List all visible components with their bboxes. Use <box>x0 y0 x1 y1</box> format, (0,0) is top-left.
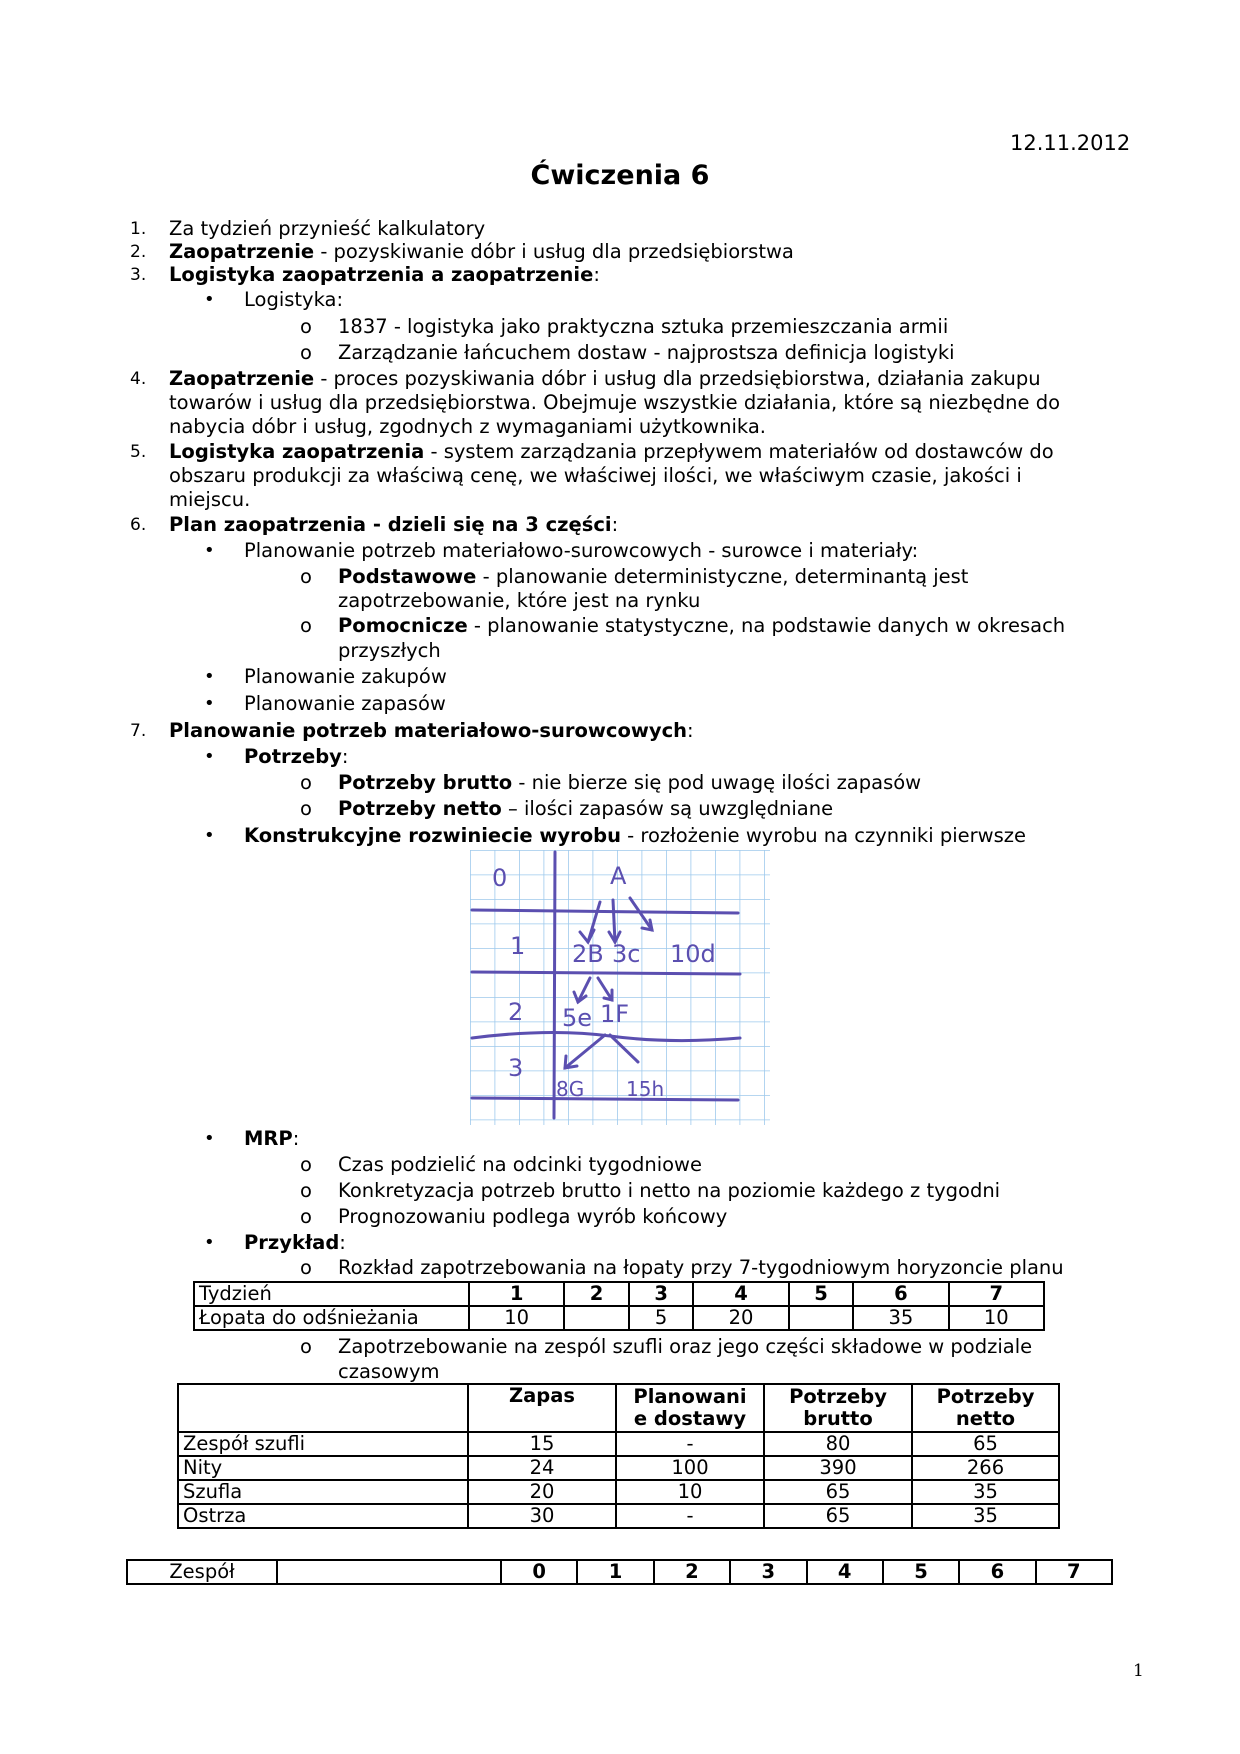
term: Potrzeby brutto <box>338 771 513 794</box>
page-title: Ćwiczenia 6 <box>530 160 710 191</box>
list-number: 1. <box>130 219 147 239</box>
bullet-icon: • <box>204 289 215 310</box>
table-cell: 65 <box>912 1432 1059 1456</box>
table-header: 7 <box>1036 1560 1112 1584</box>
bullet-text: Planowanie zakupów <box>244 665 447 688</box>
list-item-text: obszaru produkcji za właściwą cenę, we właściwej ilości, we właściwym czasie, jakości i <box>169 464 1022 487</box>
sub-bullet-text: Konkretyzacja potrzeb brutto i netto na poziomie każdego z tygodni <box>338 1179 1001 1202</box>
table-cell: 30 <box>468 1504 616 1528</box>
sub-bullet-text: Czas podzielić na odcinki tygodniowe <box>338 1153 702 1176</box>
node-label: 10d <box>670 940 716 968</box>
table-header: Potrzeby brutto <box>764 1384 912 1432</box>
document-date: 12.11.2012 <box>1010 131 1131 155</box>
bullet-icon: • <box>204 746 215 767</box>
table-header <box>178 1384 468 1432</box>
schedule-table <box>126 1559 1113 1585</box>
bullet-icon: • <box>204 1232 215 1253</box>
term: Logistyka zaopatrzenia a zaopatrzenie <box>169 263 594 286</box>
table-header: 1 <box>469 1282 564 1306</box>
node-label: 3c <box>612 940 641 968</box>
table-cell: 65 <box>764 1504 912 1528</box>
term: Przykład <box>244 1231 340 1254</box>
sub-bullet-icon: o <box>300 1179 312 1202</box>
table-cell: 10 <box>949 1306 1044 1330</box>
table-cell: 5 <box>629 1306 694 1330</box>
sketch-level-line <box>472 972 740 974</box>
table-row <box>194 1282 1044 1306</box>
page-number: 1 <box>1133 1661 1144 1681</box>
sub-bullet-text: Zarządzanie łańcuchem dostaw - najprostsza definicja logistyki <box>338 341 955 364</box>
sub-bullet-text: Podstawowe - planowanie deterministyczne, determinantą jest <box>338 565 969 588</box>
list-number: 6. <box>130 515 147 535</box>
list-item-text: Logistyka zaopatrzenia a zaopatrzenie: <box>169 263 600 286</box>
node-label: A <box>610 862 627 890</box>
node-label: 2B <box>572 940 604 968</box>
term: Podstawowe <box>338 565 477 588</box>
list-number: 5. <box>130 442 147 462</box>
term: Zaopatrzenie <box>169 240 315 263</box>
sub-bullet-text: Potrzeby netto – ilości zapasów są uwzględniane <box>338 797 834 820</box>
table-header: 6 <box>959 1560 1035 1584</box>
bullet-icon: • <box>204 540 215 561</box>
sub-bullet-icon: o <box>300 1153 312 1176</box>
term: Potrzeby netto <box>338 797 502 820</box>
table-header: 4 <box>693 1282 788 1306</box>
list-item-text: Zaopatrzenie - proces pozyskiwania dóbr i usług dla przedsiębiorstwa, działania zakupu <box>169 367 1041 390</box>
table-header: 5 <box>883 1560 959 1584</box>
table-cell: 80 <box>764 1432 912 1456</box>
list-number: 3. <box>130 265 147 285</box>
table-cell: 65 <box>764 1480 912 1504</box>
table-cell <box>277 1560 501 1584</box>
level-label: 3 <box>508 1054 524 1082</box>
table-header: 6 <box>853 1282 948 1306</box>
table-cell: 15 <box>468 1432 616 1456</box>
sub-bullet-text: czasowym <box>338 1360 440 1383</box>
sub-bullet-text: Zapotrzebowanie na zespól szufli oraz jego części składowe w podziale <box>338 1335 1033 1358</box>
table-cell: 35 <box>912 1480 1059 1504</box>
list-number: 2. <box>130 242 147 262</box>
sketch-divider <box>554 852 555 1118</box>
table-row <box>178 1480 1059 1504</box>
sub-bullet-icon: o <box>300 565 312 588</box>
table-cell: - <box>616 1504 764 1528</box>
sub-bullet-text: 1837 - logistyka jako praktyczna sztuka przemieszczania armii <box>338 315 949 338</box>
list-item-text: Plan zaopatrzenia - dzieli się na 3 części: <box>169 513 619 536</box>
table-header: 5 <box>789 1282 854 1306</box>
table-row <box>178 1432 1059 1456</box>
term: Potrzeby <box>244 745 342 768</box>
product-structure-sketch <box>470 850 770 1125</box>
table-cell: 266 <box>912 1456 1059 1480</box>
list-item-text: nabycia dóbr i usług, zgodnych z wymaganiami użytkownika. <box>169 415 766 438</box>
sub-bullet-text: zapotrzebowanie, które jest na rynku <box>338 589 701 612</box>
list-item-text: Za tydzień przynieść kalkulatory <box>169 217 486 240</box>
demand-table <box>193 1281 1045 1331</box>
table-row <box>178 1504 1059 1528</box>
term: Zaopatrzenie <box>169 367 315 390</box>
node-label: 1F <box>600 1000 630 1028</box>
table-header: 2 <box>654 1560 730 1584</box>
table-header: Potrzeby netto <box>912 1384 1059 1432</box>
sub-bullet-icon: o <box>300 315 312 338</box>
table-cell: 100 <box>616 1456 764 1480</box>
table-row <box>178 1456 1059 1480</box>
table-cell: 35 <box>853 1306 948 1330</box>
table-cell: Zespół szufli <box>178 1432 468 1456</box>
list-item-text: Logistyka zaopatrzenia - system zarządzania przepływem materiałów od dostawców do <box>169 440 1054 463</box>
list-item-text: towarów i usług dla przedsiębiorstwa. Obejmuje wszystkie działania, które są niezbędne do <box>169 391 1061 414</box>
table-cell: 390 <box>764 1456 912 1480</box>
level-label: 2 <box>508 998 524 1026</box>
table-cell: Szufla <box>178 1480 468 1504</box>
bullet-text: Planowanie potrzeb materiałowo-surowcowych - surowce i materiały: <box>244 539 919 562</box>
term: Plan zaopatrzenia - dzieli się na 3 części <box>169 513 612 536</box>
sub-bullet-text: Potrzeby brutto - nie bierze się pod uwagę ilości zapasów <box>338 771 922 794</box>
sub-bullet-icon: o <box>300 341 312 364</box>
sub-bullet-icon: o <box>300 1335 312 1358</box>
level-label: 0 <box>492 864 508 892</box>
bullet-icon: • <box>204 693 215 714</box>
sub-bullet-icon: o <box>300 614 312 637</box>
grid-paper <box>470 850 770 1125</box>
sub-bullet-icon: o <box>300 1205 312 1228</box>
table-row <box>194 1306 1044 1330</box>
list-item-text: miejscu. <box>169 488 251 511</box>
table-cell: 20 <box>468 1480 616 1504</box>
sub-bullet-text: Rozkład zapotrzebowania na łopaty przy 7-tygodniowym horyzoncie planu <box>338 1256 1064 1279</box>
bullet-text: MRP: <box>244 1127 300 1150</box>
bullet-icon: • <box>204 1128 215 1149</box>
table-cell <box>789 1306 854 1330</box>
node-label: 5e <box>562 1004 593 1032</box>
term: MRP <box>244 1127 293 1150</box>
list-number: 7. <box>130 721 147 741</box>
table-cell: 20 <box>693 1306 788 1330</box>
bullet-icon: • <box>204 825 215 846</box>
table-header: Zapas <box>468 1384 616 1432</box>
table-cell: Zespół <box>127 1560 277 1584</box>
sub-bullet-text: Prognozowaniu podlega wyrób końcowy <box>338 1205 728 1228</box>
table-row <box>127 1560 1112 1584</box>
term: Pomocnicze <box>338 614 468 637</box>
table-cell: Tydzień <box>194 1282 469 1306</box>
sub-bullet-icon: o <box>300 1256 312 1279</box>
sub-bullet-text: Pomocnicze - planowanie statystyczne, na podstawie danych w okresach <box>338 614 1066 637</box>
table-header: 3 <box>730 1560 806 1584</box>
component-table <box>177 1383 1060 1529</box>
sub-bullet-icon: o <box>300 797 312 820</box>
table-row <box>178 1384 1059 1432</box>
table-header: 1 <box>577 1560 653 1584</box>
node-label: 8G <box>556 1077 585 1101</box>
table-cell: 35 <box>912 1504 1059 1528</box>
table-cell: 10 <box>469 1306 564 1330</box>
table-cell: Łopata do odśnieżania <box>194 1306 469 1330</box>
term: Konstrukcyjne rozwiniecie wyrobu <box>244 824 621 847</box>
bullet-text: Konstrukcyjne rozwiniecie wyrobu - rozłożenie wyrobu na czynniki pierwsze <box>244 824 1026 847</box>
sketch-level-line <box>472 1098 738 1100</box>
table-cell <box>564 1306 629 1330</box>
bullet-text: Planowanie zapasów <box>244 692 446 715</box>
table-cell: 24 <box>468 1456 616 1480</box>
node-label: 15h <box>626 1077 665 1101</box>
term: Planowanie potrzeb materiałowo-surowcowych <box>169 719 688 742</box>
bullet-text: Potrzeby: <box>244 745 349 768</box>
table-header: 3 <box>629 1282 694 1306</box>
term: Logistyka zaopatrzenia <box>169 440 425 463</box>
list-item-text: Zaopatrzenie - pozyskiwanie dóbr i usług dla przedsiębiorstwa <box>169 240 794 263</box>
bullet-text: Logistyka: <box>244 288 344 311</box>
table-header: 0 <box>501 1560 577 1584</box>
bullet-text: Przykład: <box>244 1231 346 1254</box>
table-cell: - <box>616 1432 764 1456</box>
table-header: 7 <box>949 1282 1044 1306</box>
table-cell: 10 <box>616 1480 764 1504</box>
table-header: 2 <box>564 1282 629 1306</box>
table-header: Planowani e dostawy <box>616 1384 764 1432</box>
list-item-text: Planowanie potrzeb materiałowo-surowcowych: <box>169 719 694 742</box>
table-cell: Ostrza <box>178 1504 468 1528</box>
arrow-icon <box>613 900 615 942</box>
sub-bullet-text: przyszłych <box>338 639 441 662</box>
level-label: 1 <box>510 932 526 960</box>
table-header: 4 <box>807 1560 883 1584</box>
table-cell: Nity <box>178 1456 468 1480</box>
list-number: 4. <box>130 369 147 389</box>
sub-bullet-icon: o <box>300 771 312 794</box>
bullet-icon: • <box>204 666 215 687</box>
